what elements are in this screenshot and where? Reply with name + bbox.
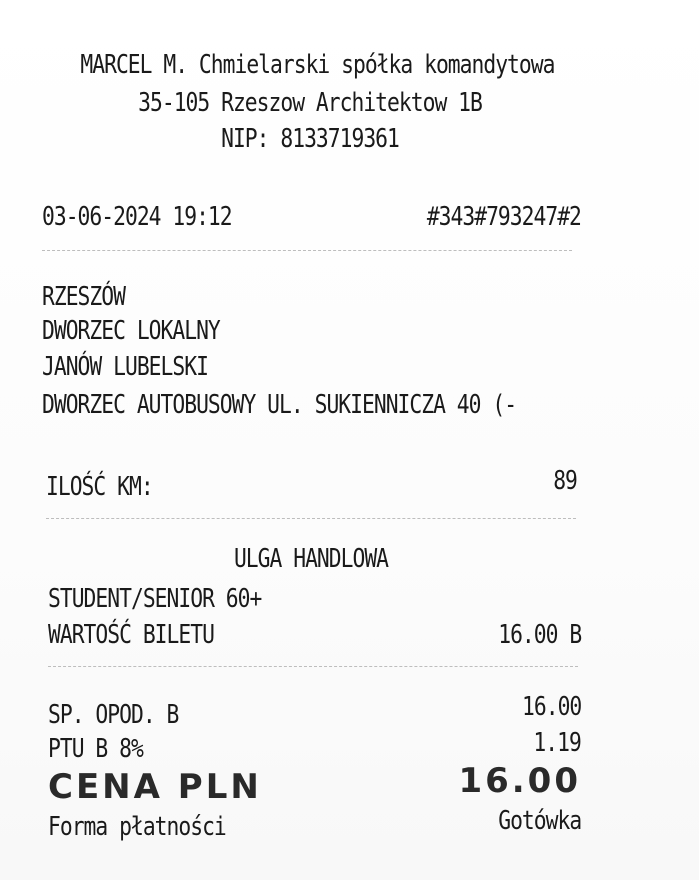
vat-label: PTU B 8%	[48, 734, 143, 764]
distance-label: ILOŚĆ KM:	[46, 472, 153, 502]
route-from-stop: DWORZEC LOKALNY	[42, 316, 220, 346]
payment-value: Gotówka	[498, 806, 581, 836]
taxable-value: 16.00	[521, 692, 581, 722]
route-from-city: RZESZÓW	[42, 282, 125, 312]
route-to-stop: DWORZEC AUTOBUSOWY UL. SUKIENNICZA 40 (-	[42, 390, 517, 420]
separator	[46, 518, 576, 519]
discount-title: ULGA HANDLOWA	[233, 544, 389, 574]
ticket-value-label: WARTOŚĆ BILETU	[48, 620, 214, 650]
ticket-value: 16.00 B	[498, 620, 581, 650]
receipt-number: #343#793247#2	[426, 202, 581, 232]
price-value: 16.00	[458, 761, 581, 801]
discount-type: STUDENT/SENIOR 60+	[48, 584, 262, 614]
company-nip: NIP: 8133719361	[221, 124, 399, 154]
price-label: CENA PLN	[48, 767, 262, 807]
route-to-city: JANÓW LUBELSKI	[42, 352, 208, 382]
separator	[48, 666, 578, 667]
company-name: MARCEL M. Chmielarski spółka komandytowa	[80, 50, 555, 80]
distance-value: 89	[553, 466, 577, 496]
payment-label: Forma płatności	[48, 812, 226, 842]
company-address: 35-105 Rzeszow Architektow 1B	[138, 88, 482, 118]
separator	[42, 250, 572, 251]
taxable-label: SP. OPOD. B	[48, 700, 179, 730]
vat-value: 1.19	[533, 728, 581, 758]
receipt-datetime: 03-06-2024 19:12	[42, 202, 232, 232]
